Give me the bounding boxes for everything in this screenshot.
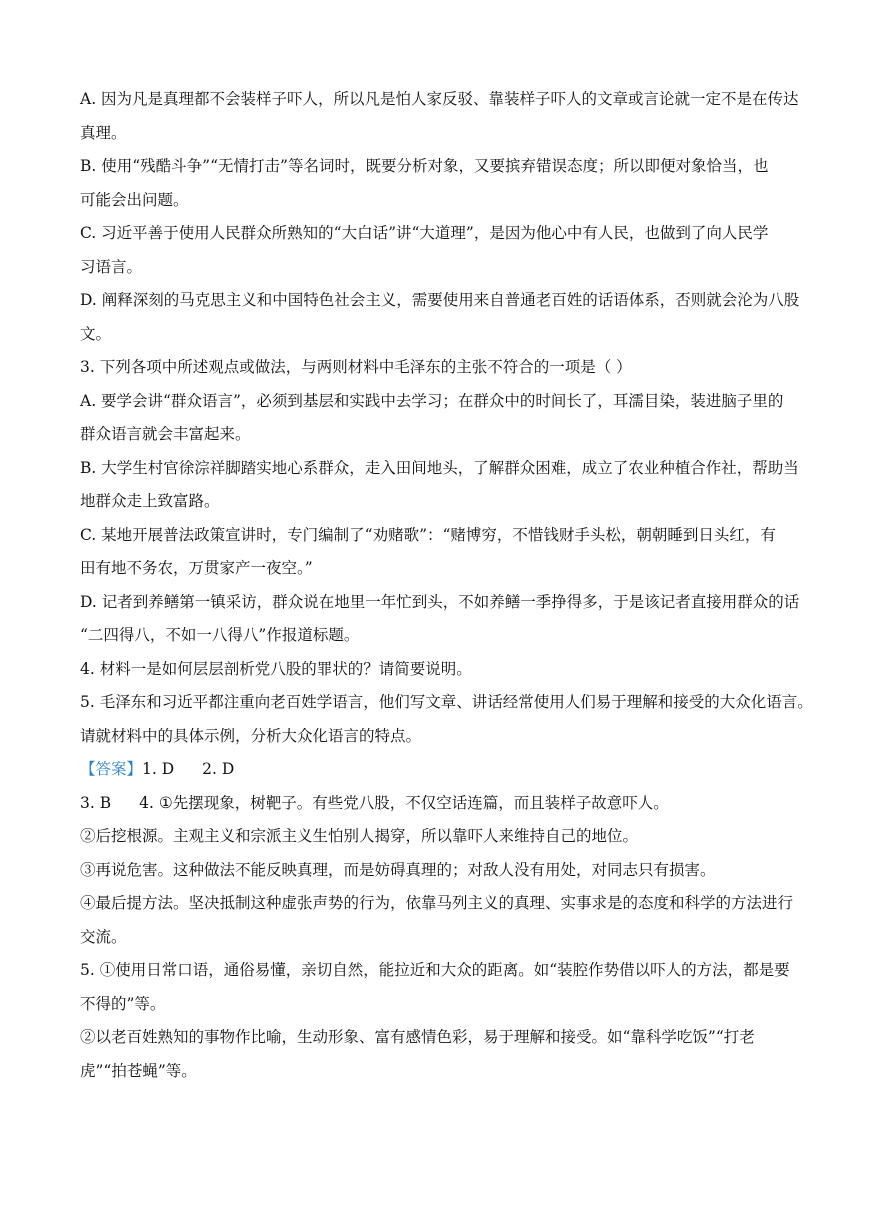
answer-tag: 【答案】 — [80, 760, 143, 778]
answer-3: 3. B — [80, 793, 112, 812]
text-line: 地群众走上致富路。 — [80, 492, 220, 510]
text-line: D. 阐释深刻的马克思主义和中国特色社会主义，需要使用来自普通老百姓的话语体系，否则就会沦为八股 — [80, 291, 800, 309]
text-line: 田有地不务农，万贯家产一夜空。” — [80, 559, 313, 577]
q4-stem: 4. 材料一是如何层层剖析党八股的罪状的？请简要说明。 — [80, 659, 472, 678]
text-line: ③再说危害。这种做法不能反映真理，而是妨碍真理的；对敌人没有用处，对同志只有损害。 — [80, 860, 716, 879]
text-line: 群众语言就会丰富起来。 — [80, 425, 251, 443]
q2-option-c — [80, 217, 790, 284]
text-line: C. 习近平善于使用人民群众所熟知的“大白话”讲“大道理”，是因为他心中有人民，也做到了向人民学 — [80, 224, 769, 242]
q2-option-b — [80, 150, 790, 217]
answer-2: 2. D — [202, 760, 235, 778]
text-line: 请就材料中的具体示例，分析大众化语言的特点。 — [80, 726, 422, 745]
text-line: 虎”“拍苍蝇”等。 — [80, 1061, 197, 1080]
text-line: 文。 — [80, 324, 112, 343]
text-line: A. 要学会讲“群众语言”，必须到基层和实践中去学习；在群众中的时间长了，耳濡目染，装进脑子里的 — [80, 391, 784, 410]
text-line: ②后挖根源。主观主义和宗派主义生怕别人揭穿，所以靠吓人来维持自己的地位。 — [80, 827, 639, 845]
q5-stem — [80, 686, 813, 753]
q3-option-d — [80, 586, 800, 653]
answer-line-2 — [80, 787, 790, 821]
text-line: D. 记者到养鳝第一镇采访，群众说在地里一年忙到头，不如养鳝一季挣得多，于是该记者直接用群众的话 — [80, 592, 800, 611]
text-line: B. 使用“残酷斗争”“无情打击”等名词时，既要分析对象，又要摈弃错误态度；所以即便对象恰当，也 — [80, 157, 769, 175]
text-line: 真理。 — [80, 123, 127, 142]
q3-option-a — [80, 385, 790, 452]
text-line: “二四得八，不如一八得八”作报道标题。 — [80, 626, 360, 644]
text-line: 5. ①使用日常口语，通俗易懂，亲切自然，能拉近和大众的距离。如“装腔作势借以吓人的方法，都是要 — [80, 961, 790, 979]
text-line: 不得的”等。 — [80, 994, 166, 1013]
text-line: B. 大学生村官徐淙祥脚踏实地心系群众，走入田间地头，了解群众困难，成立了农业种植合作社，帮助当 — [80, 458, 799, 477]
q3-option-b — [80, 452, 799, 519]
text-line: 交流。 — [80, 927, 127, 946]
text-line: A. 因为凡是真理都不会装样子吓人，所以凡是怕人家反驳、靠装样子吓人的文章或言论就一定不是在传达 — [80, 90, 799, 108]
text-line: 可能会出问题。 — [80, 190, 189, 209]
answer-1: 1. D — [142, 760, 175, 778]
text-line: ④最后提方法。坚决抵制这种虚张声势的行为，依靠马列主义的真理、实事求是的态度和科学的方法进行 — [80, 894, 794, 912]
q2-option-a — [80, 83, 799, 150]
q3-stem: 3. 下列各项中所述观点或做法，与两则材料中毛泽东的主张不符合的一项是（ ） — [80, 358, 632, 376]
text-line: 习语言。 — [80, 257, 143, 276]
q2-option-d — [80, 284, 800, 351]
q3-option-c — [80, 519, 790, 586]
text-line: ②以老百姓熟知的事物作比喻，生动形象、富有感情色彩，易于理解和接受。如“靠科学吃饭”“打老 — [80, 1028, 755, 1046]
answer-4-first: 4. ①先摆现象，树靶子。有些党八股，不仅空话连篇，而且装样子故意吓人。 — [139, 793, 669, 812]
text-line: 5. 毛泽东和习近平都注重向老百姓学语言，他们写文章、讲话经常使用人们易于理解和接受的大众化语言。 — [80, 693, 813, 711]
text-line: C. 某地开展普法政策宣讲时，专门编制了“劝赌歌”：“赌博穷，不惜钱财手头松，朝朝睡到日头红，有 — [80, 525, 776, 544]
answer-line-1 — [80, 753, 790, 787]
answer-5 — [80, 954, 790, 1088]
